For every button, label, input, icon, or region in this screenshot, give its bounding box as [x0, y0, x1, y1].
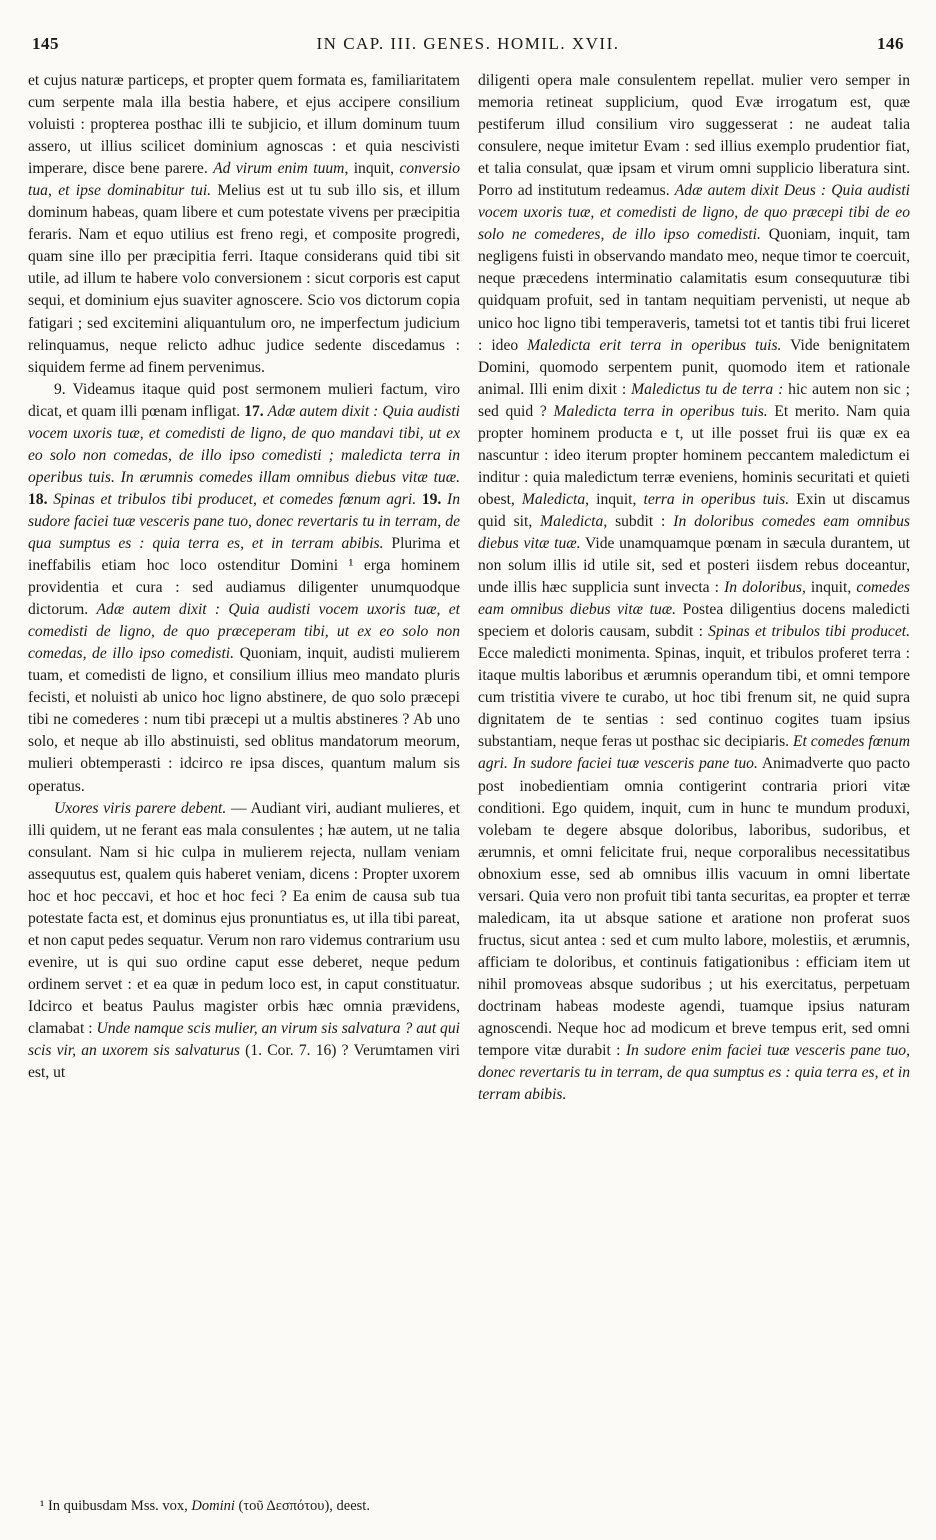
text-run: ,: [47, 182, 59, 200]
text-run: Postea diligentius docens maledicti speciem et doloris causam, subdit :: [478, 601, 910, 641]
text-run: — Audiant viri, audiant mulieres, et illi quidem, ut ne ferant eas mala consulentes ; hæ autem, ut ne talia consulant. Nam si hic culpa in mulierem rejecta, nullam veniam assequutus est, qualem quis haberet veniam, dicens : Propter uxorem hoc et hoc peccavi, et hoc et hoc feci ? Ea enim de causa sub tua potestate facta est, et dominus ejus pronuntiatus es, ut illa tibi pareat, et non caput pedes sequatur. Verum non raro videmus contrarium usu evenire, ut is qui suo ordine caput esse deberet, neque pedum ordinem servet : et ea quæ in pedum loco est, in caput constituatur. Idcirco et beatus Paulus magister orbis hæc omnia prævidens, clamabat :: [28, 799, 460, 1038]
left-paragraph-3: [28, 798, 460, 1085]
italic-run: Maledicta erit terra in operibus tuis.: [527, 336, 782, 354]
italic-run: terra in operibus tuis.: [643, 490, 790, 508]
italic-run: Unde namque scis mulier, an virum sis salvatura ? aut qui scis vir, an uxorem sis salvaturus: [28, 1020, 460, 1060]
italic-run: conversio tua: [28, 160, 461, 200]
text-run: Exin ut discamus quid sit,: [478, 490, 910, 530]
text-run: Quoniam, inquit, audisti mulierem tuam, et comedisti de ligno, et consilium illius meo mandato pluris fecisti, et noluisti ab unico hoc ligno abstinere, de quo solo præcepi tibi ne comederes : num tibi præcepi ut a multis abstineres ? Ab uno solo, et neque ab illo abstinuisti, sed oblitus mandatorum meorum, mulieri obtemperasti : idcirco re ipsa disces, quantum malum sis operatus.: [28, 645, 460, 795]
text-run: Vide benignitatem Domini, quomodo serpentem punit, quomodo item et rationale animal. Illi enim dixit :: [478, 336, 910, 398]
italic-run: Domini: [191, 1498, 235, 1514]
left-paragraph-2: [28, 379, 460, 798]
text-run: , inquit,: [585, 490, 644, 508]
running-header: [32, 30, 904, 60]
left-paragraph-1: [28, 70, 460, 379]
text-run: Et merito. Nam quia propter hominem producta e t, ut ille posset frui iis quæ ex ea nascuntur : ideo iterum propter hominem peccantem maledictum ei inditur : quia maledictum terræ eveniens, hominis securitati et quieti obest,: [478, 402, 910, 508]
italic-run: comedes eam omnibus diebus vitæ tuæ.: [478, 579, 910, 619]
text-run: hic autem non sic ; sed quid ?: [478, 380, 910, 420]
right-paragraph-1: [478, 70, 910, 1106]
bold-run: 19.: [416, 490, 448, 508]
italic-run: Uxores viris parere debent.: [54, 799, 227, 817]
italic-run: Adæ autem dixit : Quia audisti vocem uxoris tuæ, et comedisti de ligno, de quo mandavi tibi, ut ex eo solo non comedas, de illo ipso comedisti ; maledicta terra in operibus tuis. In ærumnis comedes illam omnibus diebus vitæ tuæ.: [28, 402, 460, 486]
page-number-left: 145: [32, 34, 59, 53]
text-run: 9. Videamus itaque quid post sermonem mulieri factum, viro dicat, et quam illi pœnam infligat.: [28, 380, 460, 420]
text-run: Vide unamquamque pœnam in sæcula durantem, ut non solum illis id utile sit, sed et posteri iisdem rebus doceantur, unde illis hæc supplicia sunt inveсta :: [478, 534, 910, 597]
italic-run: Spinas et tribulos tibi producet, et comedes fœnum agri.: [53, 490, 417, 508]
text-run: (τοῦ Δεσπότου), deest.: [234, 1498, 370, 1514]
left-column: [28, 70, 460, 1084]
italic-run: Adæ autem dixit Deus : Quia audisti vocem uxoris tuæ, et comedisti de ligno, de quo præcepi tibi de eo solo ne comederes, de illo ipso comedisti.: [478, 182, 910, 244]
text-run: Plurima et ineffabilis etiam hoc loco ostenditur Domini ¹ erga hominem providentia et cura : sed audiamus diligenter unumquodque dictorum.: [28, 534, 460, 619]
italic-run: Adæ autem dixit : Quia audisti vocem uxoris tuæ, et comedisti de ligno, de quo præceperam tibi, ut ex eo solo non comedas, de illo ipso comedisti.: [28, 601, 460, 663]
text-run: Ecce maledicti monimenta. Spinas, inquit, et tribulos proferet terra : itaque multis laboribus et ærumnis operandum tibi, et omni tempore cum tristitia vivere te curabo, ut hoc tibi frenum sit, ne quid supra dignitatem de te sentias : sed continuo cogites tuam ipsius substantiam, neque feras ut posthac sic decipiaris.: [478, 645, 910, 751]
italic-run: Spinas et tribulos tibi producet.: [708, 623, 910, 641]
italic-run: In doloribus comedes eam omnibus diebus vitæ tuæ.: [478, 512, 910, 552]
italic-run: In sudore enim faciei tuæ vesceris pane tuo, donec revertaris tu in terram, de qua sumptus es : quia terra es, et in terram abibis.: [478, 1042, 910, 1104]
text-run: et cujus naturæ particeps, et propter quem formata es, familiaritatem cum serpente mala illa bestia habere, et ejus accipere consilium voluisti : propterea posthac illi te subjicio, et illum dominum tuum assero, ut illius scilicet dominium agnoscas : et quia nescivisti imperare, disce bene parere.: [28, 72, 460, 178]
text-run: ¹ In quibusdam Mss. vox,: [40, 1498, 192, 1514]
italic-run: et ipse dominabitur tui.: [58, 182, 212, 200]
text-run: diligenti opera male consulentem repellat. mulier vero semper in memoria retineat supplicium, quod Evæ irrogatum est, quæ pestiferum illud consilium viro suggesserat : ne audeat talia consulere, neque imitetur Evam : sed illius exemplo prudentior fiat, et talia consulat, quæ ipsam et virum omni supplicio liberatura sint. Porro ad institutum redeamus.: [478, 72, 910, 200]
italic-run: Maledicta: [540, 512, 604, 530]
italic-run: Et comedes fœnum agri. In sudore faciei tuæ vesceris pane tuo.: [478, 733, 910, 773]
italic-run: Maledicta: [521, 490, 586, 508]
bold-run: 18.: [28, 490, 54, 508]
text-run: Melius est ut tu sub illo sis, et illum dominum habeas, quam libere et cum potestate vivens per præcipitia feraris. Nam et equo utilius est freno regi, et composite progredi, quam sine illo per præcipitia ferri. Itaque considerans quid tibi sit utile, ad illum te habere volo conversionem : sicut corporis est caput sequi, et dominium ejus suaviter agnoscere. Scio vos dictorum copia fatigari ; sed excitemini aliquantulum oro, ne imperfectum judicium relinquamus, neque relicto adhuc judice sedente discedamus : siquidem ferme ad finem pervenimus.: [28, 182, 460, 376]
text-run: Animadverte quo pacto post inobedientiam omnia contigerint contraria priori vitæ conditioni. Ego quidem, inquit, cum in hunc te mundum produxi, volebam te degere absque doloribus, laboribus, sudoribus, et ærumnis, et omni felicitate frui, neque corporalibus necessitatibus obnoxium esse, sed ab omnibus illis vacuum in omni libertate versari. Quia vero non profuit tibi tanta securitas, ea propter et terræ maledicam, ita ut absque satione et aratione non proferat suos fructus, sicut antea : sed et cum multo labore, molestiis, et ærumnis, afficiam te doloribus, et continuis fatigationibus : efficiam item ut nihil promoveas absque sudoribus ; ut his exercitatus, perpetuam doctrinam habeas modeste agendi, tuamque ipsius naturam agnoscendi. Neque hoc ad modicum et breve tempus erit, sed omni tempore vitæ durabit :: [478, 755, 910, 1060]
page-number-right: 146: [877, 34, 904, 53]
italic-run: Ad virum enim tuum: [213, 160, 345, 178]
running-title: IN CAP. III. GENES. HOMIL. XVII.: [316, 34, 620, 53]
right-column: [478, 70, 910, 1106]
text-run: (1. Cor. 7. 16) ? Verumtamen viri est, ut: [28, 1042, 460, 1082]
text-run: , subdit :: [603, 512, 674, 530]
italic-run: In sudore faciei tuæ vesceris pane tuo, donec revertaris tu in terram, de qua sumptus es : quia terra es, et in terram abibis.: [28, 490, 461, 552]
text-run: Quoniam, inquit, tam negligens fuisti in observando mandato meo, neque timor te coercuit, neque præcedens interminatio calamitatis esum consequuturæ tibi quidquam profuit, sed in tantam nequitiam pervenisti, ut neque ab unico hoc ligno tibi temperaveris, tametsi tot et tantis tibi frui liceret : ideo: [478, 226, 910, 354]
bold-run: 17.: [244, 402, 268, 420]
italic-run: Maledictus tu de terra :: [631, 380, 784, 398]
italic-run: In doloribus: [724, 579, 802, 597]
text-run: , inquit,: [344, 160, 400, 178]
italic-run: Maledicta terra in operibus tuis.: [553, 402, 768, 420]
footnote: [40, 1497, 470, 1515]
text-run: , inquit,: [801, 579, 857, 597]
